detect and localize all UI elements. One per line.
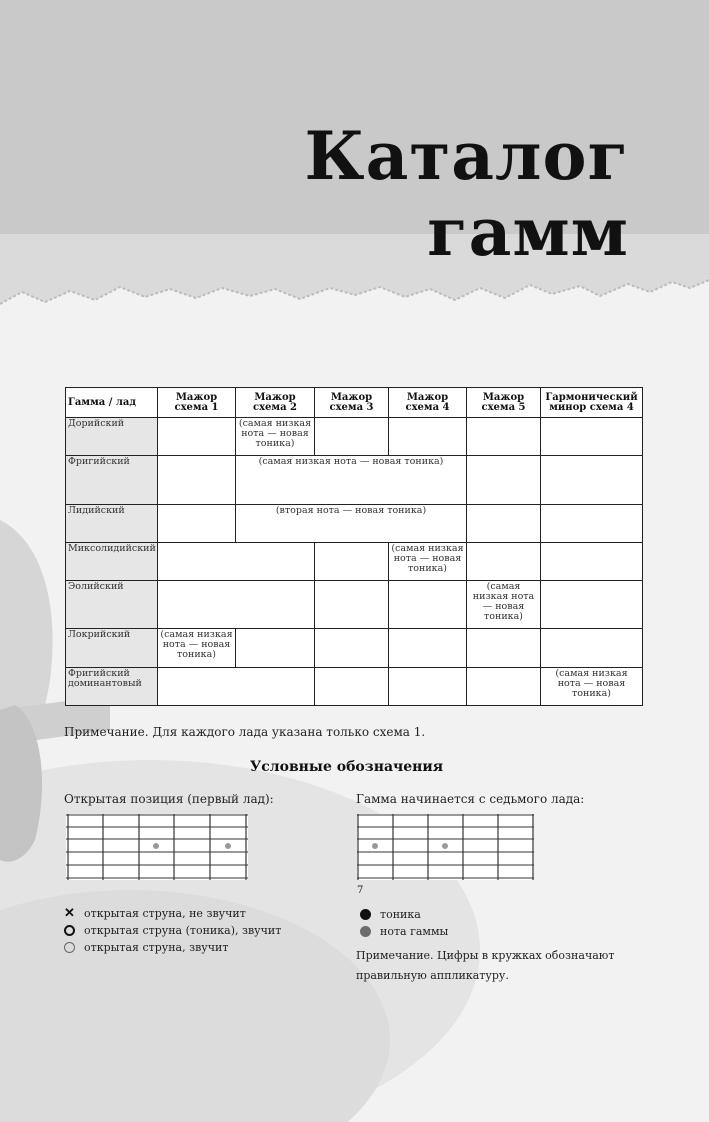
open-string-legend	[64, 905, 281, 956]
scale-note-dot	[442, 843, 448, 849]
column-header: Мажор схема 2	[236, 388, 315, 418]
x-mark-icon: ✕	[64, 906, 75, 921]
legend-item	[64, 905, 281, 922]
table-row	[66, 504, 643, 542]
tonic-note: (самая низкая нота — новая тоника)	[389, 542, 467, 580]
column-header: Гармонический минор схема 4	[541, 388, 643, 418]
legend-item-label: открытая струна (тоника), звучит	[84, 924, 282, 937]
table-note: Примечание. Для каждого лада указана только схема 1.	[64, 725, 426, 739]
fret-number: 7	[357, 885, 364, 896]
tonic-note: (вторая нота — новая тоника)	[236, 504, 467, 542]
table-row	[66, 456, 643, 504]
open-position-fretboard	[66, 814, 248, 880]
column-header: Мажор схема 1	[158, 388, 236, 418]
legend-item-label: открытая струна, не звучит	[84, 907, 246, 920]
legend-item	[360, 923, 448, 940]
gray-dot-icon	[360, 926, 371, 937]
legend-item-label: тоника	[380, 908, 421, 921]
fingering-note: Примечание. Цифры в кружках обозначают правильную аппликатуру.	[356, 949, 615, 982]
column-header: Мажор схема 4	[389, 388, 467, 418]
column-header: Гамма / лад	[66, 388, 158, 418]
open-position-label: Открытая позиция (первый лад):	[64, 792, 274, 806]
table-header-row	[66, 388, 643, 418]
mode-name: Миксолидийский	[66, 542, 158, 580]
legend-title: Условные обозначения	[249, 759, 444, 775]
black-dot-icon	[360, 909, 371, 920]
seventh-fret-label: Гамма начинается с седьмого лада:	[356, 792, 585, 806]
ring-bold-icon	[64, 925, 75, 936]
tonic-note: (самая низкая нота — новая тоника)	[467, 581, 541, 629]
scale-note-dot	[372, 843, 378, 849]
scale-note-dot	[225, 843, 231, 849]
column-header: Мажор схема 3	[315, 388, 389, 418]
title-line-2: гамм	[427, 193, 629, 271]
table-row	[66, 418, 643, 456]
legend-item	[64, 922, 281, 939]
table-row	[66, 629, 643, 667]
tonic-note: (самая низкая нота — новая тоника)	[541, 667, 643, 705]
legend-item	[64, 939, 281, 956]
legend-item-label: нота гаммы	[380, 925, 449, 938]
ring-thin-icon	[64, 942, 75, 953]
seventh-fret-fretboard	[357, 814, 534, 880]
tonic-note: (самая низкая нота — новая тоника)	[236, 456, 467, 504]
mode-name: Лидийский	[66, 504, 158, 542]
page-title	[169, 118, 629, 270]
note-legend	[360, 906, 448, 940]
tonic-note: (самая низкая нота — новая тоника)	[158, 629, 236, 667]
table-row	[66, 542, 643, 580]
tonic-note: (самая низкая нота — новая тоника)	[236, 418, 315, 456]
mode-name: Фригийский	[66, 456, 158, 504]
column-header: Мажор схема 5	[467, 388, 541, 418]
table-row	[66, 667, 643, 705]
mode-name: Эолийский	[66, 581, 158, 629]
scale-note-dot	[153, 843, 159, 849]
title-line-1: Каталог	[304, 117, 629, 195]
legend-item-label: открытая струна, звучит	[84, 941, 229, 954]
legend-item	[360, 906, 448, 923]
mode-name: Дорийский	[66, 418, 158, 456]
mode-name: Фригийский доминантовый	[66, 667, 158, 705]
table-row	[66, 581, 643, 629]
scale-catalog-table	[65, 387, 643, 706]
mode-name: Локрийский	[66, 629, 158, 667]
